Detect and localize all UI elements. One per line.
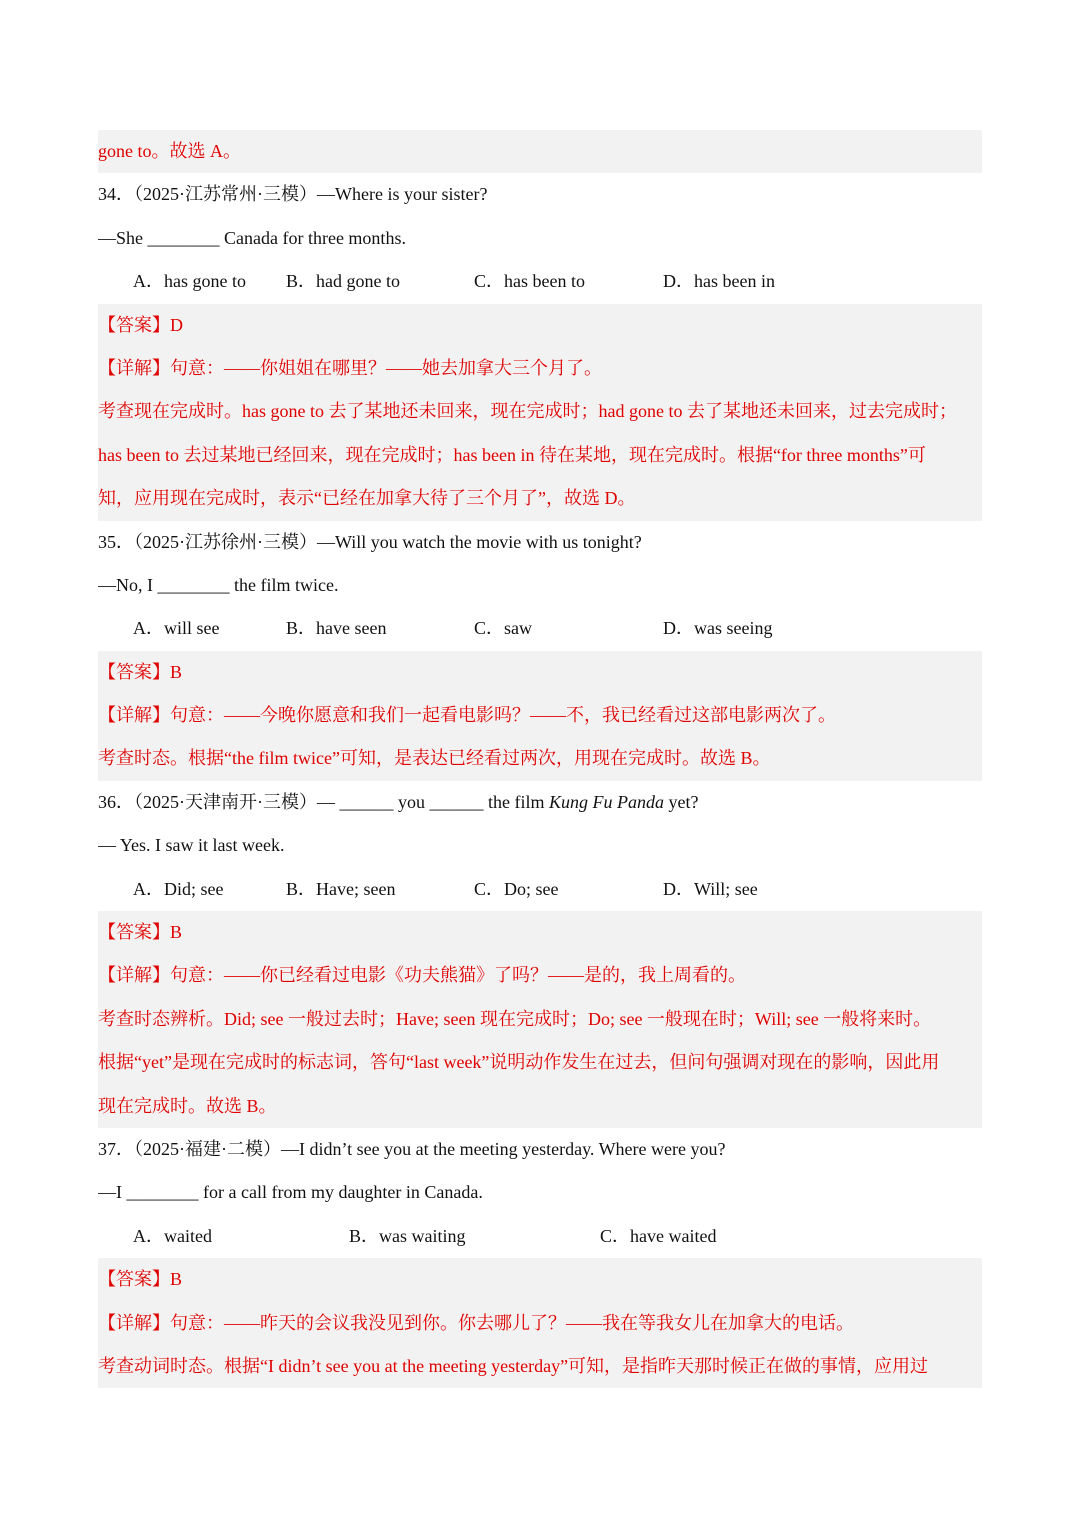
q35-stem: —No, I ________ the film twice. (98, 574, 339, 595)
q34-detail: 【详解】句意：——你姐姐在哪里？——她去加拿大三个月了。 (98, 347, 982, 390)
q36-explanation-1: 考查时态辨析。Did; see 一般过去时；Have; seen 现在完成时；Do; see 一般现在时；Will; see 一般将来时。 (98, 998, 982, 1041)
q36-header-pre: 36．（2025·天津南开·三模）— ______ you ______ the film (98, 791, 549, 812)
q36-option-b: B．Have; seen (286, 878, 396, 899)
q34-explanation-2: has been to 去过某地已经回来，现在完成时；has been in 待在某地，现在完成时。根据“for three months”可 (98, 434, 982, 477)
q34-option-a: A．has gone to (133, 271, 246, 292)
q35-option-a: A．will see (133, 618, 220, 639)
q37-detail: 【详解】句意：——昨天的会议我没见到你。你去哪儿了？——我在等我女儿在加拿大的电话。 (98, 1302, 982, 1345)
q34-answer: 【答案】D (98, 304, 982, 347)
q34-option-b: B．had gone to (286, 271, 400, 292)
q36-answer: 【答案】B (98, 911, 982, 954)
q37-answer: 【答案】B (98, 1258, 982, 1301)
document-content (98, 130, 982, 1388)
q34-header: 34．（2025·江苏常州·三模）—Where is your sister? (98, 184, 488, 205)
q35-option-d: D．was seeing (663, 618, 773, 639)
q35-option-c: C．saw (474, 618, 532, 639)
q36-explanation-3: 现在完成时。故选 B。 (98, 1085, 982, 1128)
q35-detail: 【详解】句意：——今晚你愿意和我们一起看电影吗？——不，我已经看过这部电影两次了。 (98, 694, 982, 737)
q34-option-c: C．has been to (474, 271, 585, 292)
q34-options (98, 260, 982, 303)
q35-answer: 【答案】B (98, 651, 982, 694)
q36-option-d: D．Will; see (663, 878, 758, 899)
q34-explanation-3: 知，应用现在完成时，表示“已经在加拿大待了三个月了”，故选 D。 (98, 477, 982, 520)
q34-explanation-1: 考查现在完成时。has gone to 去了某地还未回来，现在完成时；had gone to 去了某地还未回来，过去完成时； (98, 390, 982, 433)
q34-stem: —She ________ Canada for three months. (98, 227, 406, 248)
q35-option-b: B．have seen (286, 618, 387, 639)
q36-detail: 【详解】句意：——你已经看过电影《功夫熊猫》了吗？——是的，我上周看的。 (98, 954, 982, 997)
q37-stem: —I ________ for a call from my daughter in Canada. (98, 1182, 483, 1203)
q36-header (98, 781, 982, 824)
q35-options (98, 607, 982, 650)
q35-explanation-1: 考查时态。根据“the film twice”可知，是表达已经看过两次，用现在完成时。故选 B。 (98, 737, 982, 780)
q37-option-a: A．waited (133, 1225, 212, 1246)
q37-option-b: B．was waiting (349, 1225, 466, 1246)
carryover-explanation: gone to。故选 A。 (98, 130, 982, 173)
q37-option-c: C．have waited (600, 1225, 717, 1246)
q37-explanation-1: 考查动词时态。根据“I didn’t see you at the meeting yesterday”可知，是指昨天那时候正在做的事情，应用过 (98, 1345, 982, 1388)
q36-header-post: yet? (663, 791, 699, 812)
q36-option-a: A．Did; see (133, 878, 224, 899)
q34-option-d: D．has been in (663, 271, 775, 292)
q35-header: 35．（2025·江苏徐州·三模）—Will you watch the movie with us tonight? (98, 531, 642, 552)
q36-explanation-2: 根据“yet”是现在完成时的标志词，答句“last week”说明动作发生在过去，但问句强调对现在的影响，因此用 (98, 1041, 982, 1084)
q37-options (98, 1215, 982, 1258)
q36-option-c: C．Do; see (474, 878, 559, 899)
q36-stem: — Yes. I saw it last week. (98, 835, 285, 856)
q36-film-title: Kung Fu Panda (548, 791, 664, 812)
q36-options (98, 868, 982, 911)
q37-header: 37．（2025·福建·二模）—I didn’t see you at the meeting yesterday. Where were you? (98, 1138, 726, 1159)
